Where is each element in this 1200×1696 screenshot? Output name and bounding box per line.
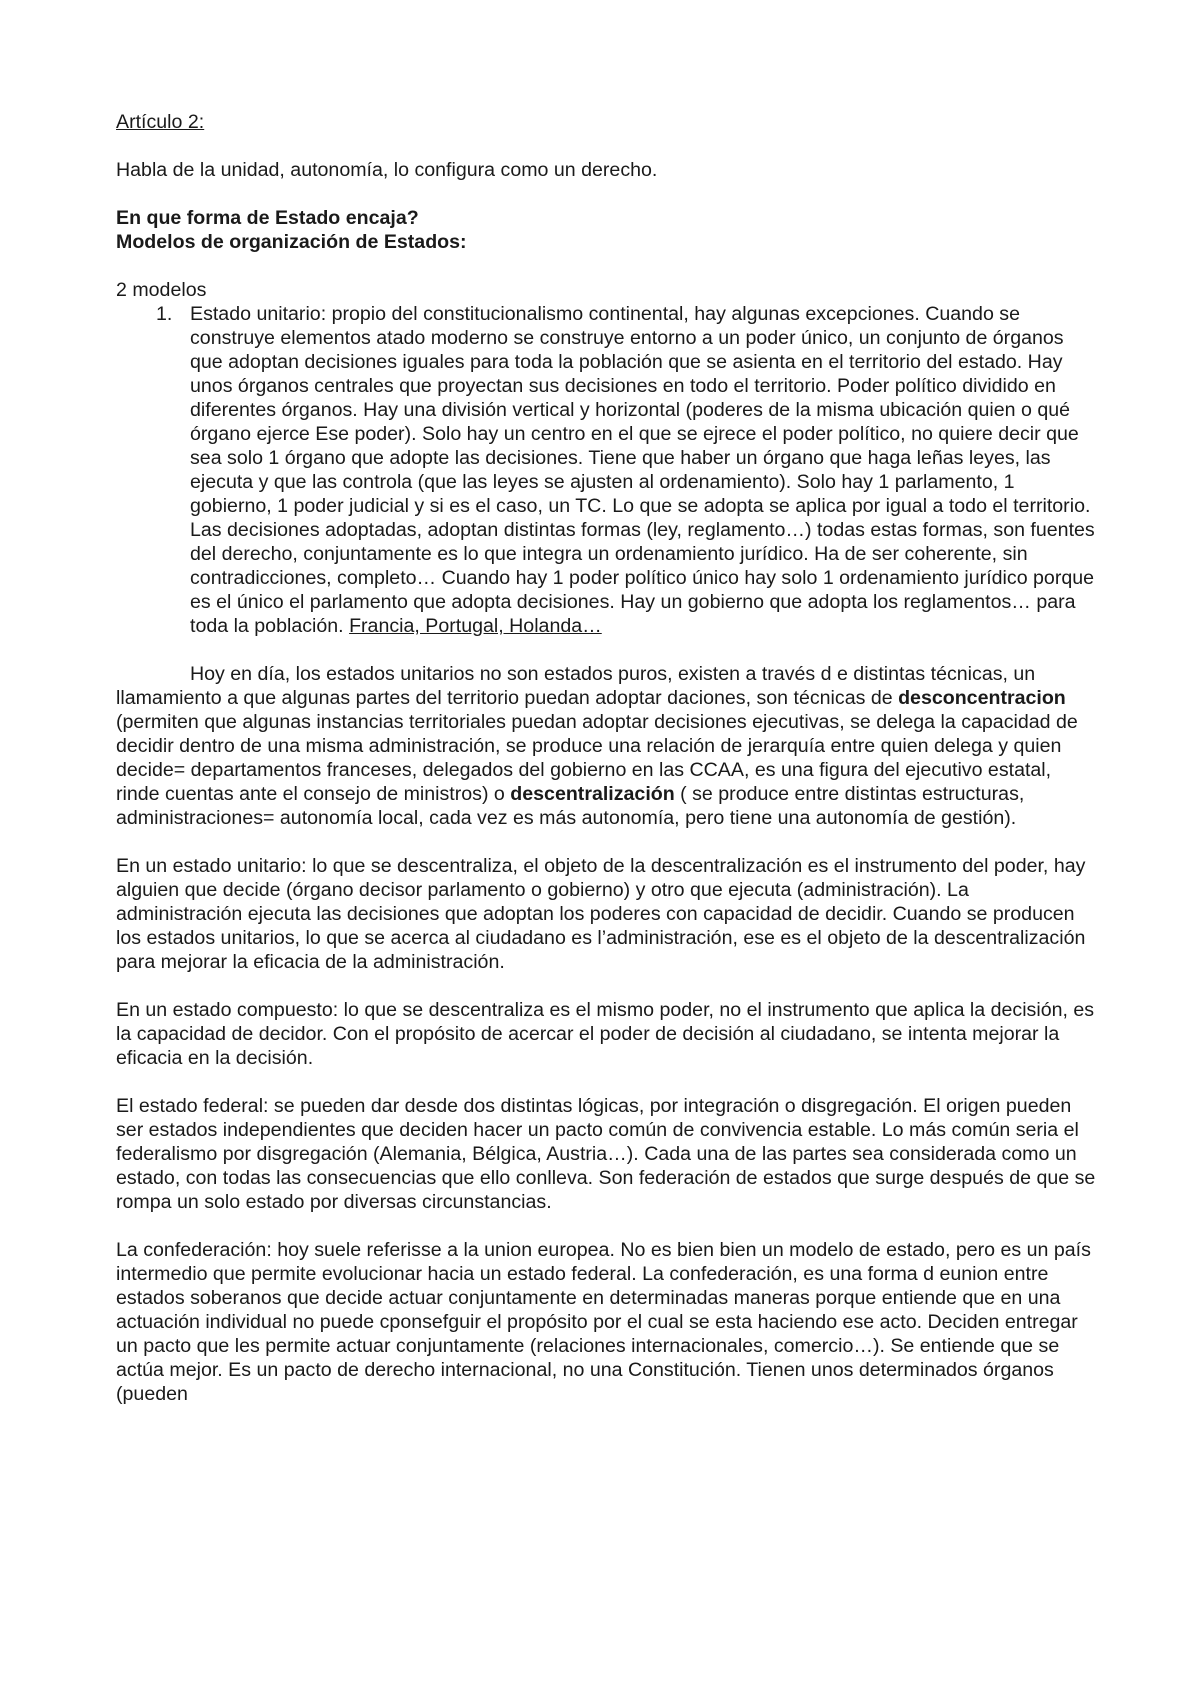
paragraph-confederacion: La confederación: hoy suele referisse a la union europea. No es bien bien un modelo de estado, pero es un país intermedio que permite evolucionar hacia un estado federal. La confederación, es una forma d eunion entre estados soberanos que decide actuar conjuntamente en determinadas maneras porque entiende que en una actuación individual no puede cponsefguir el propósito por el cual se esta haciendo ese acto. Deciden entregar un pacto que les permite actuar conjuntamente (relaciones internacionales, comercio…). Se entiende que se actúa mejor. Es un pacto de derecho internacional, no una Constitución. Tienen unos determinados órganos (pueden bbox=[116, 1239, 1091, 1405]
text-segment: Hoy en día, los estados unitarios no son estados puros, existen a través d e distintas técnicas, un llamamiento a que algunas partes del territorio puedan adoptar daciones, son técnicas de bbox=[116, 663, 1036, 709]
spacer bbox=[116, 134, 1100, 158]
term-desconcentracion: desconcentracion bbox=[898, 687, 1066, 709]
spacer bbox=[116, 638, 1100, 662]
list-item-text: Estado unitario: propio del constitucionalismo continental, hay algunas excepciones. Cuando se construye elementos atado moderno se construye entorno a un poder único, un conjunto de órganos que adoptan decisiones iguales para toda la población que se asienta en el territorio del estado. Hay unos órganos centrales que proyectan sus decisiones en todo el territorio. Poder político dividido en diferentes órganos. Hay una división vertical y horizontal (poderes de la misma ubicación quien o qué órgano ejerce Ese poder). Solo hay un centro en el que se ejrece el poder político, no quiere decir que sea solo 1 órgano que adopte las decisiones. Tiene que haber un órgano que haga leñas leyes, las ejecuta y que las controla (que las leyes se ajusten al ordenamiento). Solo hay 1 parlamento, 1 gobierno, 1 poder judicial y si es el caso, un TC. Lo que se adopta se aplica por igual a todo el territorio. Las decisiones adoptadas, adoptan distintas formas (ley, reglamento…) todas estas formas, son fuentes del derecho, conjuntamente es lo que integra un ordenamiento jurídico. Ha de ser coherente, sin contradicciones, completo… Cuando hay 1 poder político único hay solo 1 ordenamiento jurídico porque es el único el parlamento que adopta decisiones. Hay un gobierno que adopta los reglamentos… para toda la población. bbox=[190, 303, 1095, 637]
text-segment: ( se produce entre distintas estructuras, administraciones= autonomía local, cada vez es más autonomía, pero tiene una autonomía de gestión). bbox=[116, 783, 1025, 829]
models-list bbox=[116, 302, 1100, 638]
spacer bbox=[116, 974, 1100, 998]
paragraph-estado-compuesto: En un estado compuesto: lo que se descentraliza es el mismo poder, no el instrumento que aplica la decisión, es la capacidad de decidor. Con el propósito de acercar el poder de decisión al ciudadano, se intenta mejorar la eficacia en la decisión. bbox=[116, 999, 1095, 1069]
spacer bbox=[116, 182, 1100, 206]
paragraph-estado-unitario: En un estado unitario: lo que se descentraliza, el objeto de la descentralización es el instrumento del poder, hay alguien que decide (órgano decisor parlamento o gobierno) y otro que ejecuta (administración). La administración ejecuta las decisiones que adoptan los poderes con capacidad de decidir. Cuando se producen los estados unitarios, lo que se acerca al ciudadano es l’administración, ese es el objeto de la descentralización para mejorar la eficacia de la administración. bbox=[116, 855, 1086, 973]
text-segment: (permiten que algunas instancias territoriales puedan adoptar decisiones ejecutivas, se delega la capacidad de decidir dentro de una misma administración, se produce una relación de jerarquía entre quien delega y quien decide= departamentos franceses, delegados del gobierno en las CCAA, es una figura del ejecutivo estatal, rinde cuentas ante el consejo de ministros) o bbox=[116, 711, 1078, 805]
models-count: 2 modelos bbox=[116, 279, 207, 301]
heading-modelos: Modelos de organización de Estados: bbox=[116, 231, 467, 253]
intro-paragraph: Habla de la unidad, autonomía, lo configura como un derecho. bbox=[116, 159, 658, 181]
article-title: Artículo 2: bbox=[116, 111, 205, 133]
list-number: 1. bbox=[156, 303, 173, 325]
spacer bbox=[116, 1214, 1100, 1238]
spacer bbox=[116, 254, 1100, 278]
list-item-examples: Francia, Portugal, Holanda… bbox=[349, 615, 602, 637]
list-item bbox=[116, 302, 1100, 638]
spacer bbox=[116, 830, 1100, 854]
spacer bbox=[116, 1070, 1100, 1094]
term-descentralizacion: descentralización bbox=[510, 783, 675, 805]
paragraph-unitarios bbox=[116, 662, 1100, 830]
paragraph-estado-federal: El estado federal: se pueden dar desde dos distintas lógicas, por integración o disgregación. El origen pueden ser estados independientes que deciden hacer un pacto común de convivencia estable. Lo más común seria el federalismo por disgregación (Alemania, Bélgica, Austria…). Cada una de las partes sea considerada como un estado, con todas las consecuencias que ello conlleva. Son federación de estados que surge después de que se rompa un solo estado por diversas circunstancias. bbox=[116, 1095, 1096, 1213]
heading-forma-estado: En que forma de Estado encaja? bbox=[116, 207, 419, 229]
document-page bbox=[116, 110, 1100, 1406]
